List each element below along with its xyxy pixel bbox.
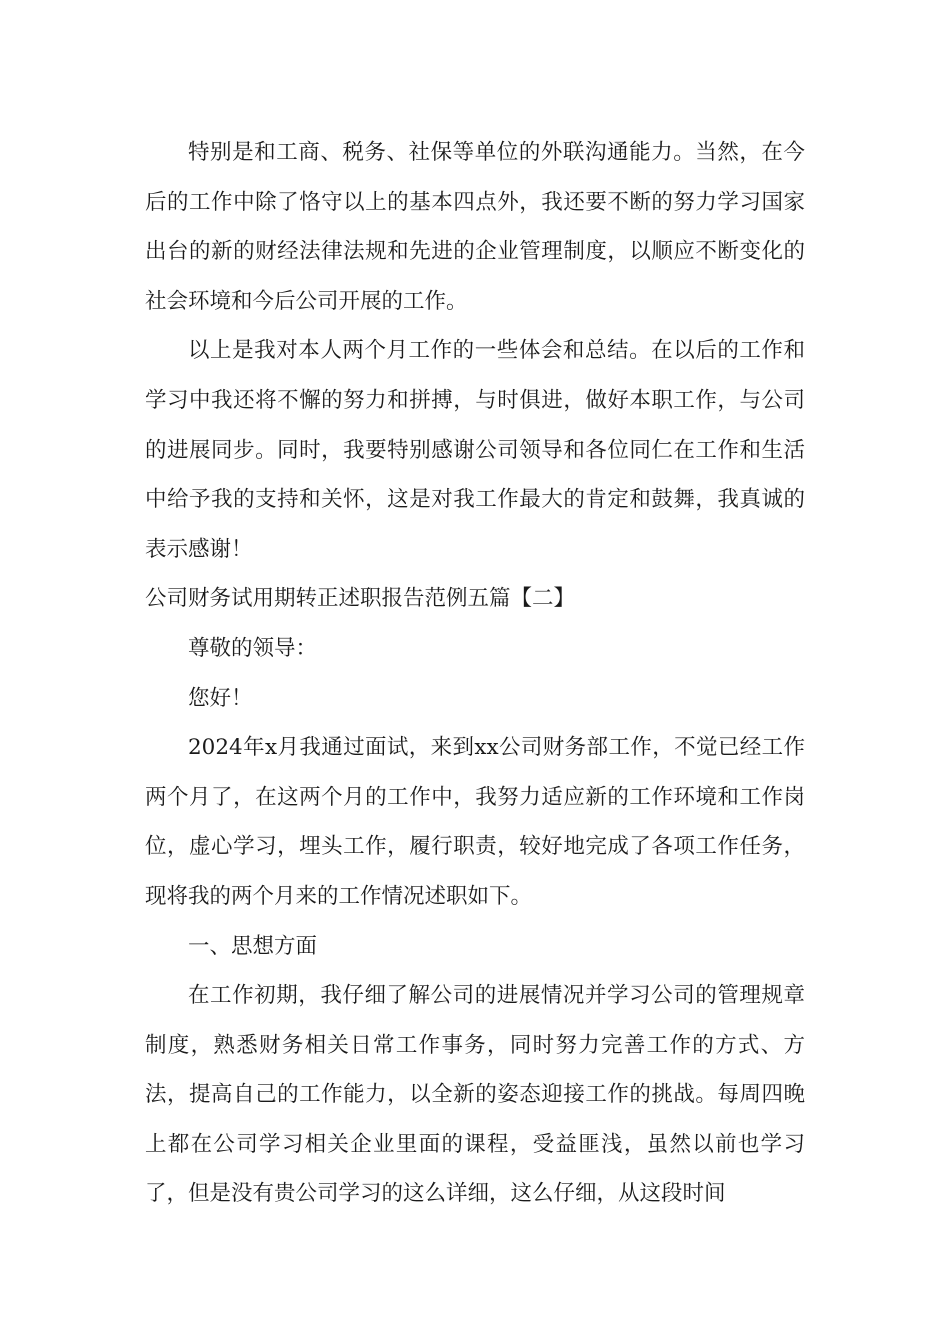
document-body bbox=[145, 128, 805, 1219]
section-title: 公司财务试用期转正述职报告范例五篇【二】 bbox=[145, 586, 576, 612]
paragraph-external-communication: 特别是和工商、税务、社保等单位的外联沟通能力。当然，在今后的工作中除了恪守以上的基本四点外，我还要不断的努力学习国家出台的新的财经法律法规和先进的企业管理制度，以顺应不断变化的社会环境和今后公司开展的工作。 bbox=[145, 140, 805, 314]
paragraph-summary-thanks: 以上是我对本人两个月工作的一些体会和总结。在以后的工作和学习中我还将不懈的努力和拼搏，与时俱进，做好本职工作，与公司的进展同步。同时，我要特别感谢公司领导和各位同仁在工作和生活中给予我的支持和关怀，这是对我工作最大的肯定和鼓舞，我真诚的表示感谢！ bbox=[145, 338, 805, 562]
subheading-thought: 一、思想方面 bbox=[188, 933, 318, 959]
paragraph-intro: 2024年x月我通过面试，来到xx公司财务部工作，不觉已经工作两个月了，在这两个月的工作中，我努力适应新的工作环境和工作岗位，虚心学习，埋头工作，履行职责，较好地完成了各项工作任务，现将我的两个月来的工作情况述职如下。 bbox=[145, 735, 805, 909]
greeting: 您好！ bbox=[188, 685, 253, 711]
paragraph-thought: 在工作初期，我仔细了解公司的进展情况并学习公司的管理规章制度，熟悉财务相关日常工作事务，同时努力完善工作的方式、方法，提高自己的工作能力，以全新的姿态迎接工作的挑战。每周四晚上都在公司学习相关企业里面的课程，受益匪浅，虽然以前也学习了，但是没有贵公司学习的这么详细，这么仔细，从这段时间 bbox=[145, 983, 805, 1207]
salutation: 尊敬的领导： bbox=[188, 635, 318, 661]
